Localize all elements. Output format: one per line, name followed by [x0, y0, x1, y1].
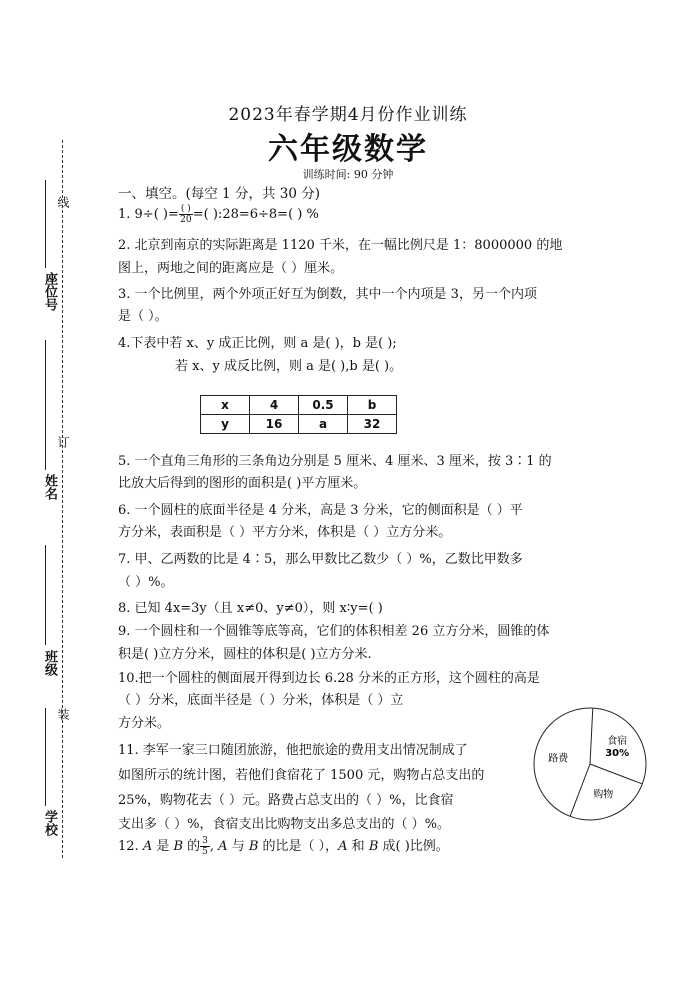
q12-var-a: A [218, 839, 228, 854]
question-6-line-2: 方分米，表面积是（ ）平方分米，体积是（ ）立方分米。 [118, 525, 452, 540]
class-blank [45, 545, 46, 645]
pie-slice-label: 购物 [593, 789, 614, 801]
question-3-line-1: 3. 一个比例里，两个外项正好互为倒数，其中一个内项是 3，另一个内项 [118, 287, 537, 302]
question-5-line-1: 5. 一个直角三角形的三条角边分别是 5 厘米、4 厘米、3 厘米，按 3∶1 的 [118, 454, 552, 469]
question-10-line-3: 方分米。 [118, 716, 171, 731]
question-8: 8. 已知 4x=3y（且 x≠0、y≠0），则 x∶y=( ) [118, 601, 383, 616]
q12-text: 是 [152, 839, 174, 854]
name-blank [45, 340, 46, 470]
q1-suffix: =( ):28=6÷8=( ) % [192, 207, 319, 222]
question-11-line-2: 如图所示的统计图，若他们食宿花了 1500 元，购物占总支出的 [118, 768, 485, 783]
q12-var-b: B [173, 839, 184, 854]
question-3-line-2: 是（ ）。 [118, 309, 168, 324]
table-row [201, 396, 397, 415]
q12-prefix: 12. [118, 839, 143, 854]
name-label: 姓名 [42, 474, 57, 500]
question-9-line-2: 积是( )立方分米，圆柱的体积是( )立方分米. [118, 647, 372, 662]
table-cell: 16 [250, 415, 299, 434]
pie-slice-label: 食宿 [607, 736, 628, 748]
binding-mark-line: 线 [56, 196, 70, 208]
question-11-line-3: 25%，购物花去（ ）元。路费占总支出的（ ）%，比食宿 [118, 793, 454, 808]
subject-title: 六年级数学 [268, 132, 428, 167]
q12-var-b: B [368, 839, 379, 854]
q12-text: 的比是（ ）， [258, 839, 339, 854]
q1-fraction-numerator: ( ) [180, 204, 191, 214]
question-1 [118, 204, 578, 226]
q12-text: 与 [227, 839, 249, 854]
question-2-line-1: 2. 北京到南京的实际距离是 1120 千米，在一幅比例尺是 1：8000000 的地 [118, 238, 563, 253]
q12-text: , [209, 839, 219, 854]
question-10-line-2: （ ）分米，底面半径是（ ）分米，体积是（ ）立 [118, 693, 404, 708]
exam-duration: 训练时间: 90 分钟 [302, 168, 394, 181]
q12-fraction [200, 836, 210, 857]
question-11-line-4: 支出多（ ）%，食宿支出比购物支出多总支出的（ ）%。 [118, 817, 450, 832]
q12-fraction-numerator: 3 [202, 836, 208, 846]
q1-fraction-denominator: 20 [180, 215, 192, 225]
q1-fraction [179, 204, 193, 225]
binding-mark-ding: 订 [56, 436, 70, 448]
question-9-line-1: 9. 一个圆柱和一个圆锥等底等高，它们的体积相差 26 立方分米，圆锥的体 [118, 624, 550, 639]
pie-slice-value-label: 30% [605, 748, 630, 760]
binding-mark-zhuang: 装 [56, 708, 70, 720]
table-cell: a [299, 415, 348, 434]
q12-text: 和 [347, 839, 369, 854]
binding-dashed-line [62, 140, 63, 858]
question-11-line-1: 11. 李军一家三口随团旅游，他把旅途的费用支出情况制成了 [118, 743, 468, 758]
xy-table [200, 395, 397, 434]
page-title: 2023年春学期4月份作业训练 [228, 105, 468, 125]
school-label: 学校 [42, 810, 57, 836]
question-4-line-2: 若 x、y 成反比例，则 a 是( ),b 是( )。 [175, 359, 403, 374]
question-5-line-2: 比放大后得到的图形的面积是( )平方厘米。 [118, 476, 367, 491]
q12-var-b: B [248, 839, 259, 854]
section-heading: 一、填空。(每空 1 分，共 30 分) [118, 186, 320, 202]
table-cell: 4 [250, 396, 299, 415]
question-4-line-1: 4.下表中若 x、y 成正比例，则 a 是( )，b 是( ); [118, 336, 397, 351]
question-7-line-1: 7. 甲、乙两数的比是 4∶5，那么甲数比乙数少（ ）%，乙数比甲数多 [118, 552, 523, 567]
table-cell: x [201, 396, 250, 415]
question-2-line-2: 图上，两地之间的距离应是（ ）厘米。 [118, 261, 344, 276]
expense-pie-chart [532, 706, 648, 822]
table-row [201, 415, 397, 434]
q12-text: 成( )比例。 [378, 839, 449, 854]
question-10-line-1: 10.把一个圆柱的侧面展开得到边长 6.28 分米的正方形，这个圆柱的高是 [118, 671, 540, 686]
q12-fraction-denominator: 5 [202, 847, 208, 857]
table-cell: b [348, 396, 397, 415]
q12-var-a: A [338, 839, 348, 854]
class-label: 班级 [42, 650, 57, 676]
seat-number-label: 座位号 [42, 272, 57, 311]
table-cell: y [201, 415, 250, 434]
seat-number-blank [45, 180, 46, 268]
q12-var-a: A [142, 839, 153, 854]
table-cell: 0.5 [299, 396, 348, 415]
question-6-line-1: 6. 一个圆柱的底面半径是 4 分米，高是 3 分米，它的侧面积是（ ）平 [118, 503, 523, 518]
school-blank [45, 708, 46, 806]
question-7-line-2: （ ）%。 [118, 575, 174, 590]
q12-text: 的 [183, 839, 201, 854]
q1-prefix: 1. 9÷( )= [118, 207, 179, 222]
table-cell: 32 [348, 415, 397, 434]
question-12 [118, 836, 578, 858]
pie-slice-label: 路费 [548, 753, 569, 765]
